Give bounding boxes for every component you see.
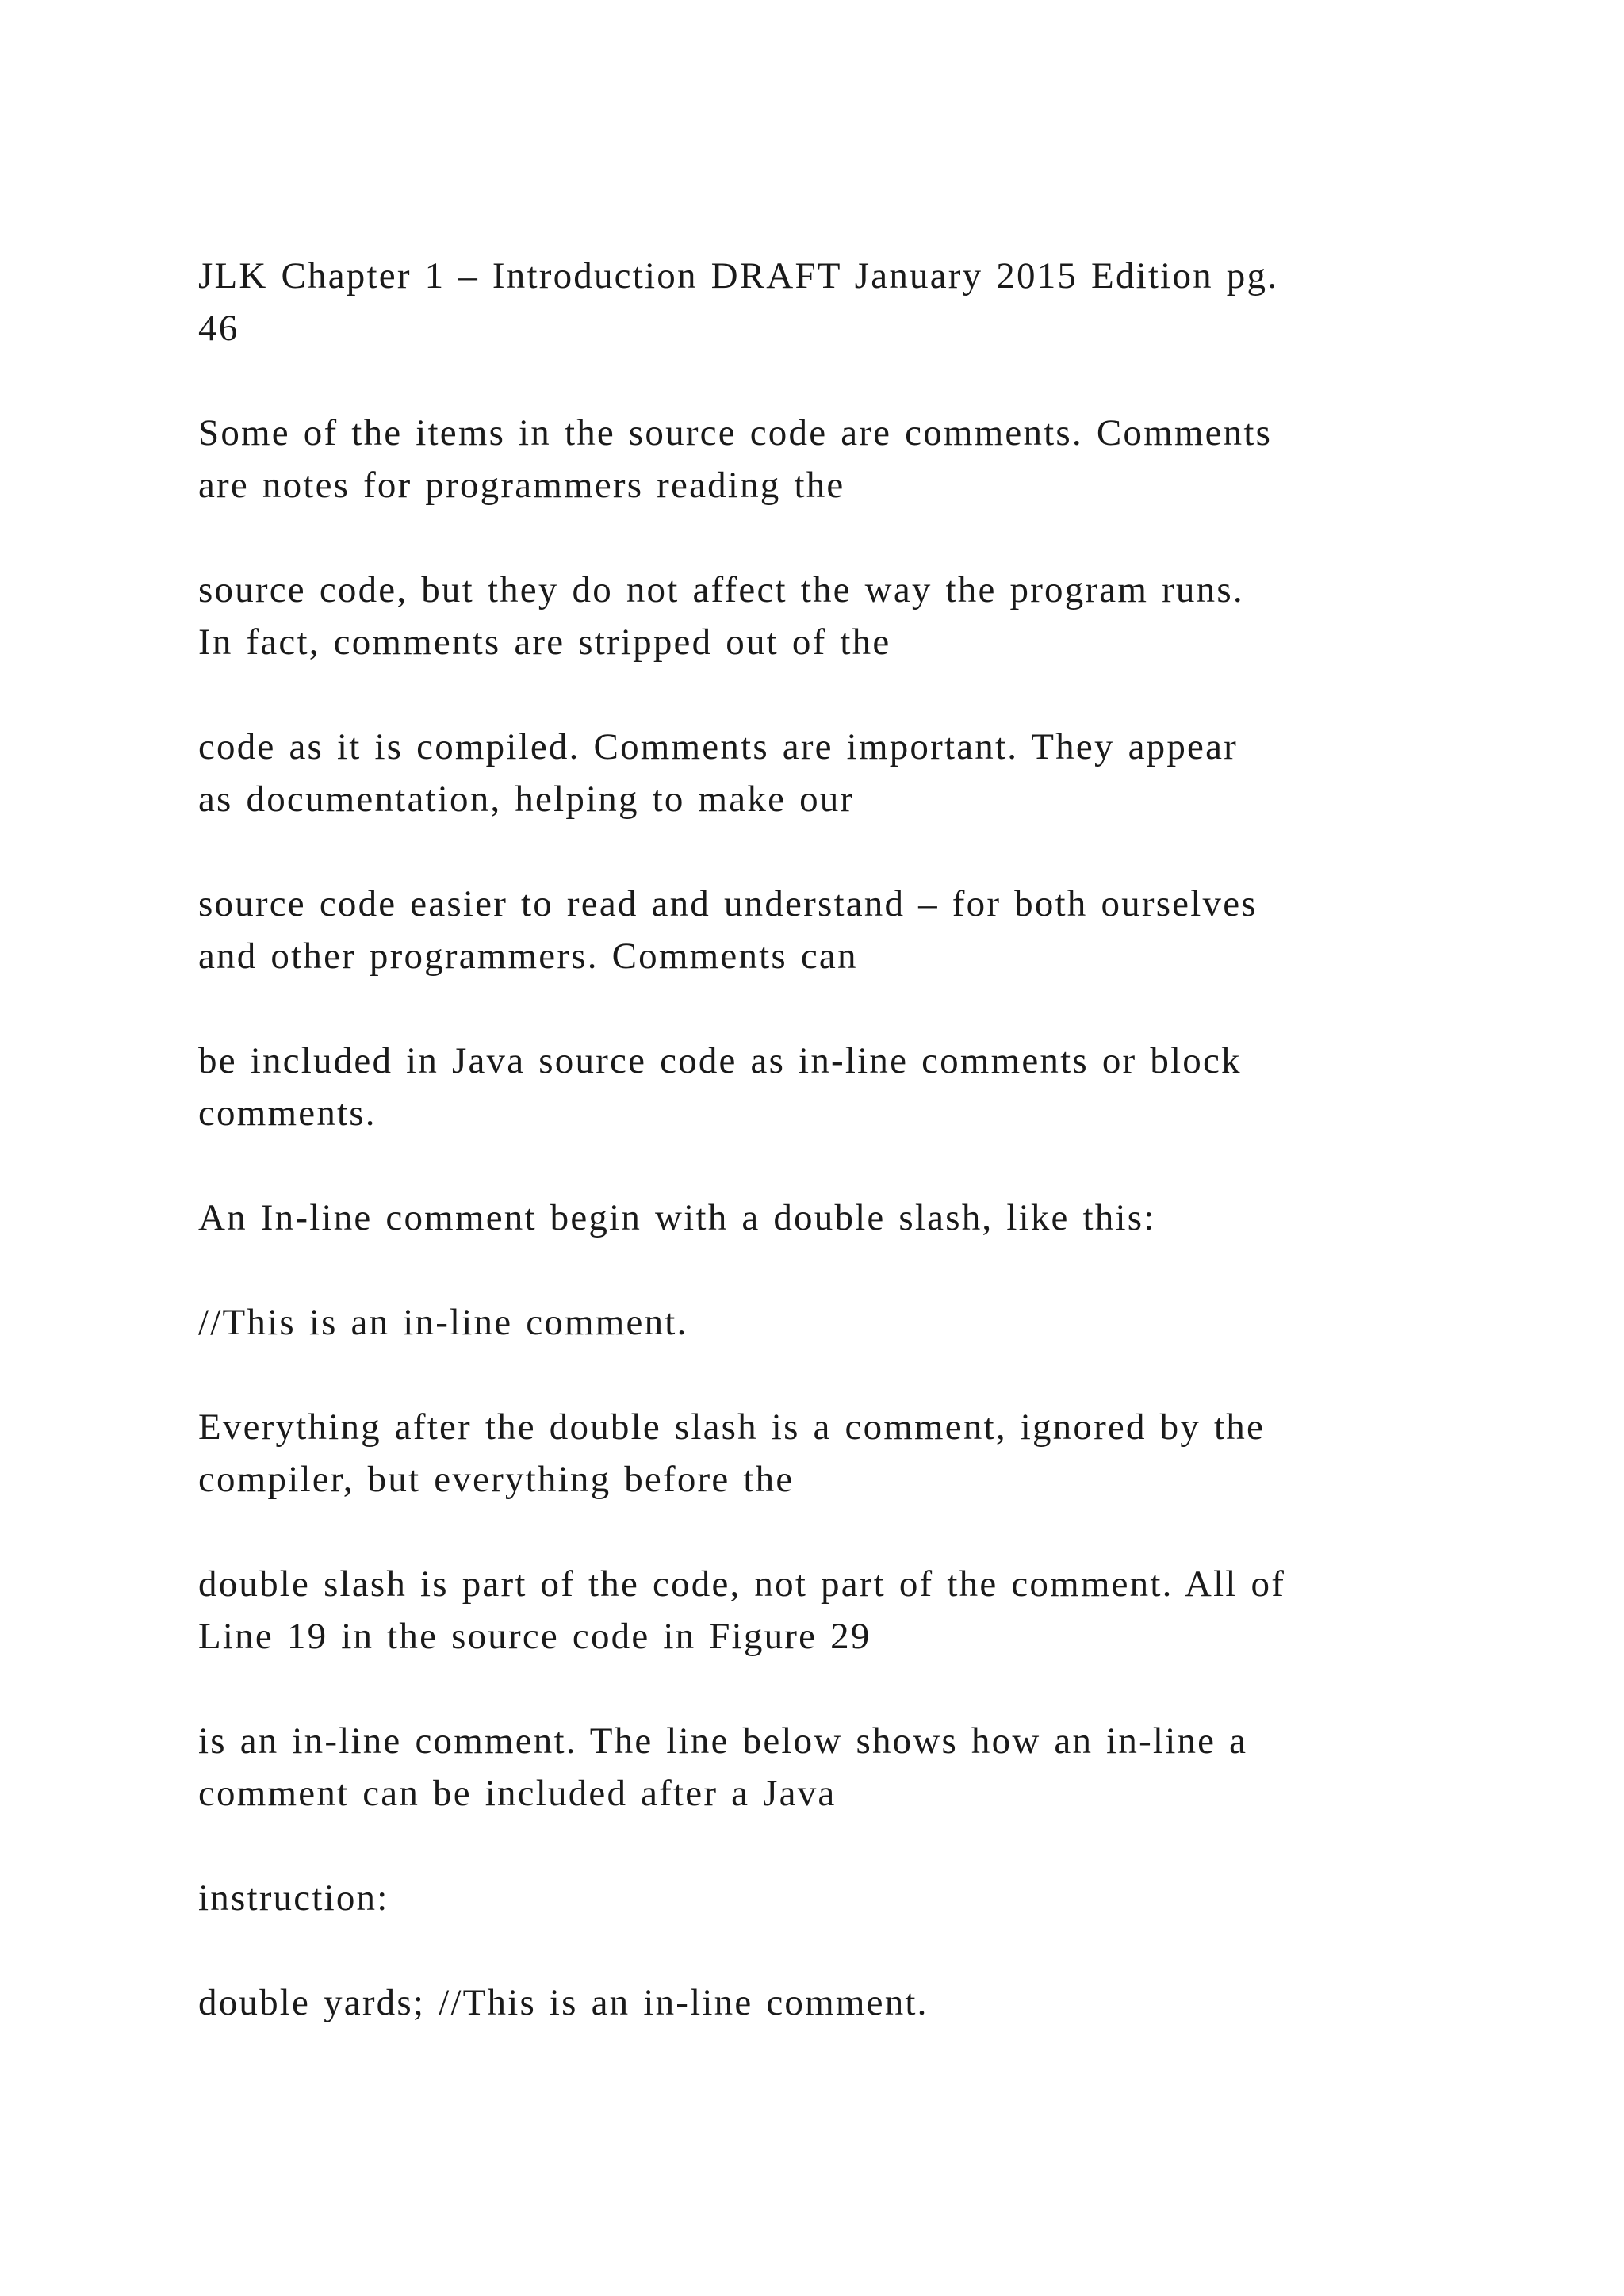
paragraph-line: double slash is part of the code, not part of the comment. All of bbox=[198, 1563, 1286, 1605]
code-example-comment bbox=[198, 1296, 1467, 1349]
paragraph-6 bbox=[198, 1192, 1467, 1244]
paragraph-1 bbox=[198, 407, 1467, 511]
paragraph-line: comment can be included after a Java bbox=[198, 1773, 837, 1814]
paragraph-line: source code, but they do not affect the way the program runs. bbox=[198, 569, 1244, 610]
paragraph-line: Everything after the double slash is a comment, ignored by the bbox=[198, 1406, 1266, 1448]
paragraph-11 bbox=[198, 1872, 1467, 1924]
paragraph-line: instruction: bbox=[198, 1877, 389, 1919]
paragraph-line: compiler, but everything before the bbox=[198, 1459, 795, 1500]
paragraph-10 bbox=[198, 1715, 1467, 1820]
header-line-2: 46 bbox=[198, 308, 239, 349]
paragraph-line: double yards; //This is an in-line comment. bbox=[198, 1982, 929, 2023]
paragraph-line: code as it is compiled. Comments are important. They appear bbox=[198, 726, 1239, 767]
paragraph-line: comments. bbox=[198, 1093, 377, 1134]
paragraph-line: is an in-line comment. The line below shows how an in-line a bbox=[198, 1720, 1248, 1762]
page-header bbox=[198, 250, 1467, 354]
paragraph-line: as documentation, helping to make our bbox=[198, 779, 855, 820]
paragraph-2 bbox=[198, 564, 1467, 668]
paragraph-line: be included in Java source code as in-line comments or block bbox=[198, 1040, 1242, 1081]
paragraph-line: In fact, comments are stripped out of the bbox=[198, 622, 891, 663]
code-example-instruction bbox=[198, 1976, 1467, 2029]
paragraph-5 bbox=[198, 1035, 1467, 1139]
paragraph-line: An In-line comment begin with a double slash, like this: bbox=[198, 1197, 1156, 1238]
paragraph-line: Some of the items in the source code are comments. Comments bbox=[198, 412, 1273, 453]
paragraph-4 bbox=[198, 878, 1467, 982]
paragraph-line: //This is an in-line comment. bbox=[198, 1302, 688, 1343]
paragraph-line: Line 19 in the source code in Figure 29 bbox=[198, 1616, 871, 1657]
paragraph-line: and other programmers. Comments can bbox=[198, 936, 858, 977]
paragraph-9 bbox=[198, 1558, 1467, 1663]
paragraph-line: are notes for programmers reading the bbox=[198, 465, 845, 506]
paragraph-line: source code easier to read and understand – for both ourselves bbox=[198, 883, 1258, 924]
header-line-1: JLK Chapter 1 – Introduction DRAFT January 2015 Edition pg. bbox=[198, 255, 1279, 297]
paragraph-3 bbox=[198, 721, 1467, 825]
paragraph-8 bbox=[198, 1401, 1467, 1506]
